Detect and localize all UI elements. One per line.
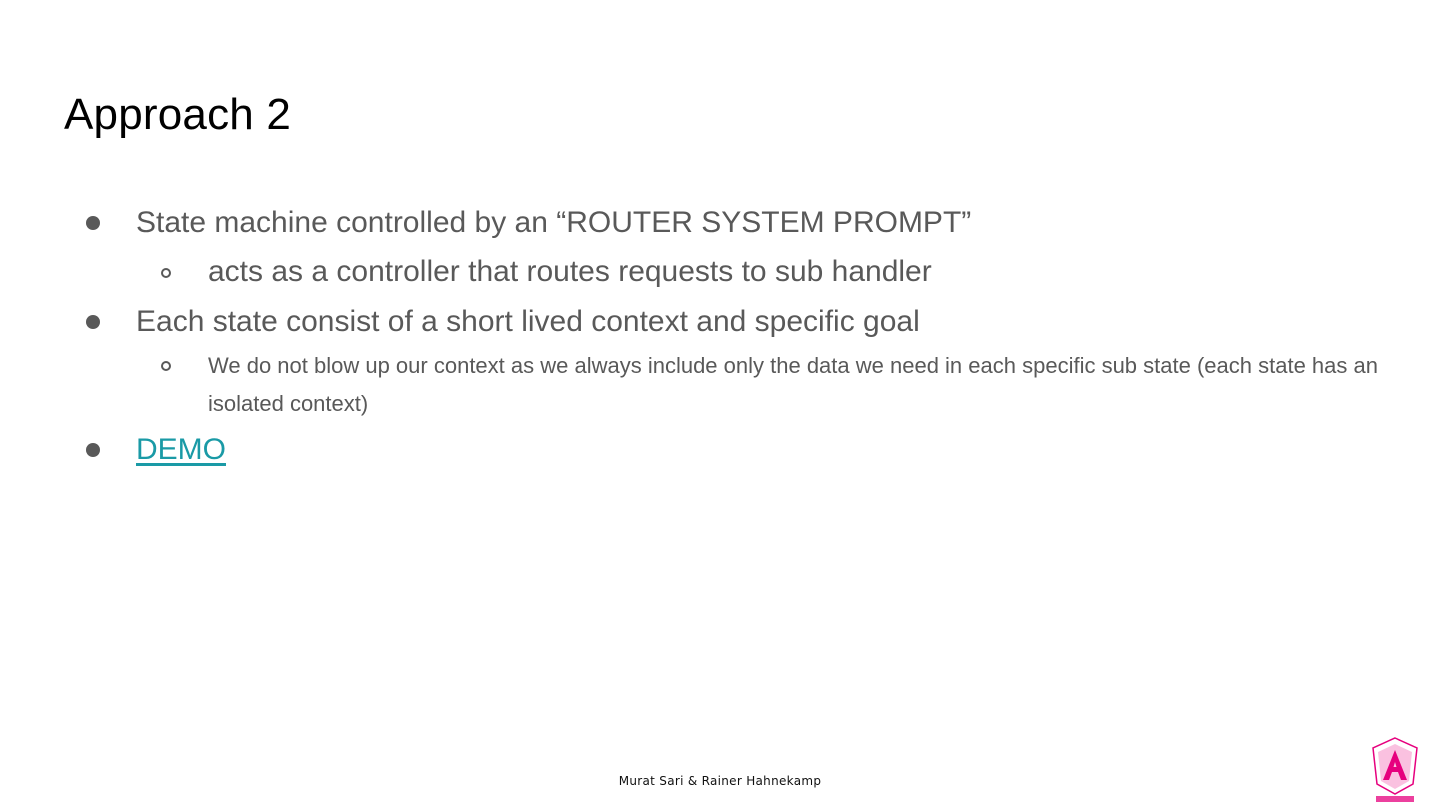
sub-bullet-circle xyxy=(161,361,171,371)
bullet-dot xyxy=(86,315,100,329)
sub-bullet-circle xyxy=(161,268,171,278)
footer-authors: Murat Sari & Rainer Hahnekamp xyxy=(618,774,822,788)
sub-bullet-text: acts as a controller that routes requests to sub handler xyxy=(208,255,932,288)
bullet-dot xyxy=(86,216,100,230)
bullet-text: Each state consist of a short lived context and specific goal xyxy=(136,305,920,338)
bullet-text: State machine controlled by an “ROUTER SYSTEM PROMPT” xyxy=(136,206,972,239)
bullet-dot xyxy=(86,443,100,457)
angular-architects-logo-icon xyxy=(1370,736,1420,804)
slide-title: Approach 2 xyxy=(64,90,292,139)
sub-bullet-text: We do not blow up our context as we always include only the data we need in each specific sub state (each state has an isolated context) xyxy=(208,353,1378,416)
demo-link[interactable]: DEMO xyxy=(136,433,226,466)
